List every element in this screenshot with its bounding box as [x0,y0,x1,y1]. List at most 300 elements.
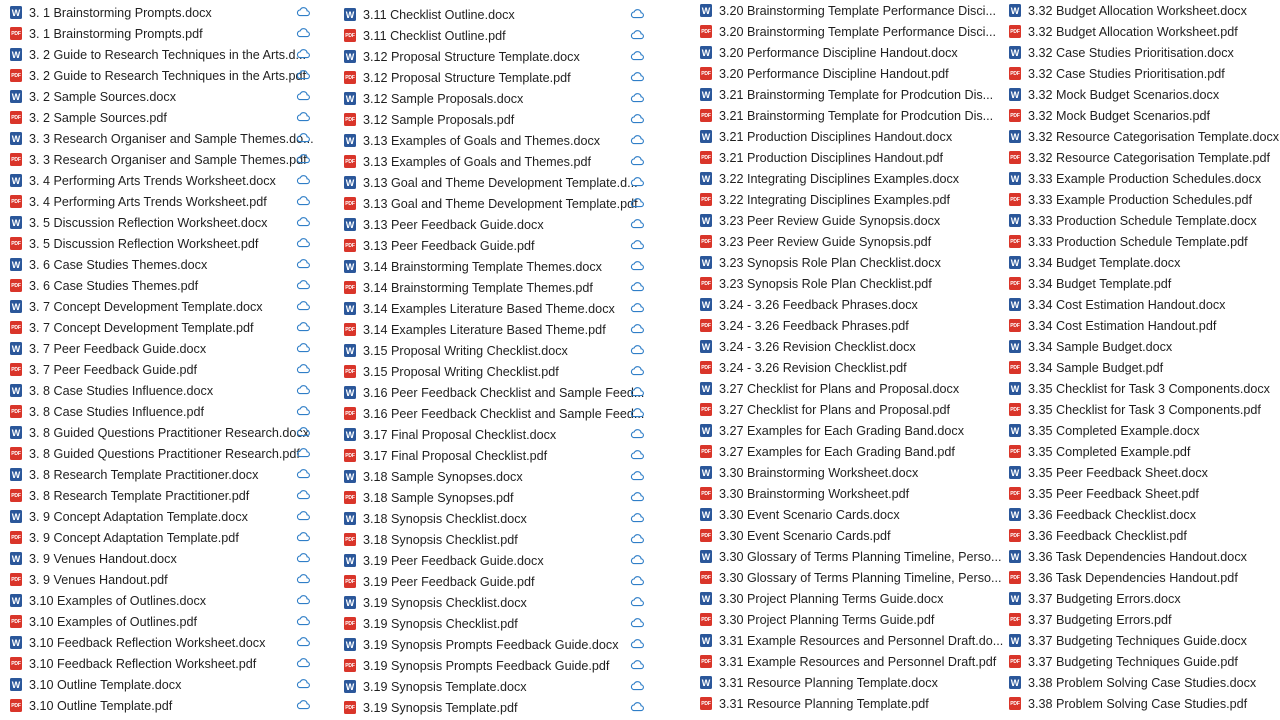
file-item[interactable] [10,44,306,65]
pdf-file-icon: PDF [344,239,356,252]
file-name: 3.33 Production Schedule Template.pdf [1028,234,1248,249]
word-file-icon: W [701,173,711,184]
word-file-icon: W [701,47,711,58]
file-item[interactable] [1009,588,1268,609]
file-name: 3.24 - 3.26 Revision Checklist.pdf [719,360,907,375]
file-item[interactable] [10,254,284,275]
file-item[interactable] [1009,546,1268,567]
file-item[interactable] [700,84,994,105]
file-name: 3.11 Checklist Outline.pdf [363,28,506,43]
word-file-icon: W [1010,551,1020,562]
file-item[interactable] [1009,21,1268,42]
file-name: 3.22 Integrating Disciplines Examples.docx [719,171,960,186]
pdf-file-icon: PDF [344,659,356,672]
cloud-icon [630,701,644,712]
file-item[interactable] [700,252,974,273]
file-item[interactable] [344,592,633,613]
pdf-file-icon: PDF [700,151,712,164]
file-item[interactable] [10,695,284,716]
file-item[interactable] [700,672,974,693]
file-item[interactable] [700,0,996,21]
pdf-file-icon: PDF [10,195,22,208]
pdf-file-icon: PDF [344,533,356,546]
cloud-icon [630,134,644,145]
file-item[interactable] [10,443,300,464]
file-item[interactable] [700,357,974,378]
pdf-file-icon: PDF [1009,277,1021,290]
pdf-file-icon: PDF [700,361,712,374]
file-item[interactable] [1009,126,1280,147]
file-item[interactable] [10,401,284,422]
file-name: 3.30 Glossary of Terms Planning Timeline, Perso... [719,549,1002,564]
file-item[interactable] [700,378,974,399]
file-item[interactable] [344,319,633,340]
file-item[interactable] [344,508,633,529]
file-name: 3.38 Problem Solving Case Studies.pdf [1028,696,1248,711]
file-item[interactable] [1009,651,1268,672]
pdf-file-icon: PDF [10,699,22,712]
file-name: 3.10 Examples of Outlines.pdf [29,614,198,629]
file-item[interactable] [1009,0,1268,21]
file-item[interactable] [1009,168,1268,189]
file-item[interactable] [1009,63,1268,84]
file-item[interactable] [1009,294,1268,315]
file-item[interactable] [344,655,633,676]
file-name: 3.30 Project Planning Terms Guide.pdf [719,612,935,627]
file-item[interactable] [344,445,633,466]
pdf-file-icon: PDF [1009,487,1021,500]
file-item[interactable] [1009,336,1268,357]
file-name: 3.18 Synopsis Checklist.pdf [363,532,518,547]
file-item[interactable] [700,546,1002,567]
file-column-3 [700,0,1004,714]
cloud-icon [296,405,310,416]
cloud-icon [630,8,644,19]
cloud-icon [630,113,644,124]
file-name: 3.24 - 3.26 Feedback Phrases.pdf [719,318,909,333]
file-item[interactable] [700,315,974,336]
file-item[interactable] [700,42,974,63]
file-item[interactable] [700,462,974,483]
pdf-file-icon: PDF [1009,193,1021,206]
file-item[interactable] [10,527,284,548]
word-file-icon: W [345,135,355,146]
file-item[interactable] [344,403,645,424]
cloud-icon [296,552,310,563]
file-item[interactable] [10,548,284,569]
pdf-file-icon: PDF [10,447,22,460]
cloud-icon [296,153,310,164]
file-name: 3. 2 Sample Sources.pdf [29,110,167,125]
file-item[interactable] [10,212,284,233]
file-name: 3. 6 Case Studies Themes.pdf [29,278,199,293]
cloud-icon [630,617,644,628]
file-item[interactable] [10,23,284,44]
file-item[interactable] [10,464,284,485]
cloud-icon [630,302,644,313]
file-item[interactable] [344,4,633,25]
file-name: 3.19 Synopsis Checklist.docx [363,595,527,610]
file-item[interactable] [700,504,974,525]
word-file-icon: W [1010,341,1020,352]
word-file-icon: W [11,385,21,396]
file-name: 3.20 Brainstorming Template Performance Disci... [719,3,996,18]
pdf-file-icon: PDF [10,237,22,250]
file-item[interactable] [1009,315,1268,336]
file-item[interactable] [700,651,997,672]
file-item[interactable] [344,298,633,319]
file-name: 3.32 Budget Allocation Worksheet.docx [1028,3,1247,18]
pdf-file-icon: PDF [700,697,712,710]
cloud-icon [630,197,644,208]
file-item[interactable] [700,21,996,42]
file-item[interactable] [10,275,284,296]
file-item[interactable] [700,567,1002,588]
cloud-icon [296,216,310,227]
file-item[interactable] [700,399,974,420]
word-file-icon: W [11,7,21,18]
file-item[interactable] [700,168,974,189]
file-item[interactable] [1009,105,1268,126]
file-name: 3.31 Example Resources and Personnel Draft.pdf [719,654,997,669]
file-column-1 [10,2,314,716]
file-item[interactable] [344,550,633,571]
file-item[interactable] [344,676,633,697]
file-item[interactable] [1009,357,1268,378]
file-item[interactable] [344,130,633,151]
file-item[interactable] [10,233,284,254]
file-item[interactable] [344,25,633,46]
file-name: 3.27 Examples for Each Grading Band.docx [719,423,965,438]
file-item[interactable] [10,485,284,506]
file-name: 3.12 Sample Proposals.pdf [363,112,515,127]
file-item[interactable] [700,126,974,147]
file-name: 3. 7 Peer Feedback Guide.pdf [29,362,198,377]
file-item[interactable] [10,422,310,443]
cloud-icon [296,90,310,101]
pdf-file-icon: PDF [700,487,712,500]
file-item[interactable] [700,273,974,294]
file-item[interactable] [10,296,284,317]
file-name: 3.30 Brainstorming Worksheet.pdf [719,486,910,501]
file-name: 3.14 Brainstorming Template Themes.docx [363,259,602,274]
file-name: 3. 3 Research Organiser and Sample Themes.do... [29,131,314,146]
file-name: 3.13 Peer Feedback Guide.pdf [363,238,535,253]
pdf-file-icon: PDF [344,365,356,378]
pdf-file-icon: PDF [10,27,22,40]
cloud-icon [630,176,644,187]
file-name: 3. 8 Case Studies Influence.docx [29,383,214,398]
file-name: 3. 9 Concept Adaptation Template.docx [29,509,248,524]
pdf-file-icon: PDF [700,277,712,290]
file-item[interactable] [700,630,1004,651]
file-item[interactable] [10,2,284,23]
file-name: 3. 5 Discussion Reflection Worksheet.docx [29,215,268,230]
file-item[interactable] [344,487,633,508]
file-name: 3.13 Examples of Goals and Themes.pdf [363,154,591,169]
cloud-icon [296,384,310,395]
word-file-icon: W [345,681,355,692]
file-item[interactable] [1009,567,1268,588]
file-item[interactable] [344,46,633,67]
file-name: 3.32 Case Studies Prioritisation.pdf [1028,66,1225,81]
pdf-file-icon: PDF [700,25,712,38]
file-item[interactable] [344,634,633,655]
file-item[interactable] [700,420,974,441]
file-name: 3.16 Peer Feedback Checklist and Sample Feed... [363,406,645,421]
file-name: 3. 4 Performing Arts Trends Worksheet.pdf [29,194,267,209]
file-item[interactable] [10,149,307,170]
word-file-icon: W [1010,677,1020,688]
file-item[interactable] [344,613,633,634]
cloud-icon [296,195,310,206]
cloud-icon [296,510,310,521]
file-item[interactable] [700,294,974,315]
file-item[interactable] [700,147,974,168]
file-item[interactable] [700,525,974,546]
file-item[interactable] [10,611,284,632]
file-name: 3. 1 Brainstorming Prompts.docx [29,5,212,20]
file-item[interactable] [1009,378,1268,399]
file-item[interactable] [10,338,284,359]
file-item[interactable] [1009,189,1268,210]
pdf-file-icon: PDF [344,71,356,84]
file-name: 3.16 Peer Feedback Checklist and Sample Feed... [363,385,645,400]
pdf-file-icon: PDF [1009,697,1021,710]
word-file-icon: W [701,467,711,478]
file-item[interactable] [10,653,284,674]
cloud-icon [296,174,310,185]
cloud-icon [296,27,310,38]
word-file-icon: W [1010,173,1020,184]
file-item[interactable] [700,609,974,630]
file-item[interactable] [344,256,633,277]
file-name: 3.35 Completed Example.pdf [1028,444,1191,459]
file-name: 3.23 Peer Review Guide Synopsis.docx [719,213,941,228]
word-file-icon: W [11,595,21,606]
pdf-file-icon: PDF [344,701,356,714]
file-name: 3. 2 Guide to Research Techniques in the Arts.d... [29,47,306,62]
file-item[interactable] [344,109,633,130]
file-item[interactable] [344,382,645,403]
file-item[interactable] [1009,42,1268,63]
file-name: 3.35 Checklist for Task 3 Components.pdf [1028,402,1261,417]
cloud-icon [296,426,310,437]
pdf-file-icon: PDF [700,67,712,80]
cloud-icon [296,279,310,290]
file-name: 3.13 Goal and Theme Development Template.pdf [363,196,638,211]
file-name: 3.15 Proposal Writing Checklist.pdf [363,364,559,379]
file-item[interactable] [344,571,633,592]
cloud-icon [630,92,644,103]
cloud-icon [630,29,644,40]
file-name: 3. 8 Guided Questions Practitioner Research.docx [29,425,310,440]
file-name: 3.30 Event Scenario Cards.pdf [719,528,891,543]
file-item[interactable] [10,317,284,338]
file-item[interactable] [1009,420,1268,441]
word-file-icon: W [701,383,711,394]
word-file-icon: W [11,553,21,564]
file-item[interactable] [1009,147,1268,168]
file-name: 3.11 Checklist Outline.docx [363,7,515,22]
file-name: 3.19 Synopsis Checklist.pdf [363,616,518,631]
file-item[interactable] [1009,630,1268,651]
file-name: 3.33 Production Schedule Template.docx [1028,213,1257,228]
cloud-icon [630,344,644,355]
file-item[interactable] [1009,462,1268,483]
file-name: 3.23 Synopsis Role Plan Checklist.docx [719,255,941,270]
file-name: 3.23 Peer Review Guide Synopsis.pdf [719,234,932,249]
file-name: 3. 6 Case Studies Themes.docx [29,257,208,272]
file-item[interactable] [1009,441,1268,462]
word-file-icon: W [11,511,21,522]
file-name: 3.10 Feedback Reflection Worksheet.docx [29,635,266,650]
file-item[interactable] [10,65,306,86]
file-item[interactable] [700,189,974,210]
file-item[interactable] [10,632,284,653]
file-name: 3. 8 Research Template Practitioner.docx [29,467,259,482]
pdf-file-icon: PDF [344,449,356,462]
file-item[interactable] [1009,672,1268,693]
file-name: 3.19 Synopsis Template.pdf [363,700,518,715]
file-item[interactable] [10,359,284,380]
file-item[interactable] [700,483,974,504]
file-item[interactable] [700,336,974,357]
file-item[interactable] [344,466,633,487]
file-name: 3.13 Examples of Goals and Themes.docx [363,133,601,148]
file-name: 3.18 Synopsis Checklist.docx [363,511,527,526]
file-item[interactable] [1009,483,1268,504]
file-item[interactable] [344,424,633,445]
file-name: 3.36 Feedback Checklist.docx [1028,507,1197,522]
file-item[interactable] [344,277,633,298]
file-item[interactable] [344,361,633,382]
pdf-file-icon: PDF [1009,571,1021,584]
pdf-file-icon: PDF [700,235,712,248]
word-file-icon: W [701,425,711,436]
pdf-file-icon: PDF [1009,319,1021,332]
cloud-icon [630,554,644,565]
file-name: 3. 2 Guide to Research Techniques in the Arts.pdf [29,68,306,83]
file-item[interactable] [10,191,284,212]
file-name: 3.35 Peer Feedback Sheet.pdf [1028,486,1199,501]
word-file-icon: W [1010,5,1020,16]
file-item[interactable] [1009,84,1268,105]
file-name: 3. 5 Discussion Reflection Worksheet.pdf [29,236,259,251]
pdf-file-icon: PDF [1009,529,1021,542]
pdf-file-icon: PDF [10,615,22,628]
file-item[interactable] [1009,504,1268,525]
file-item[interactable] [10,506,284,527]
file-item[interactable] [10,380,284,401]
file-item[interactable] [1009,210,1268,231]
file-item[interactable] [1009,399,1268,420]
cloud-icon [630,407,644,418]
file-item[interactable] [700,231,974,252]
word-file-icon: W [345,345,355,356]
file-name: 3.34 Cost Estimation Handout.docx [1028,297,1226,312]
file-item[interactable] [1009,609,1268,630]
file-item[interactable] [1009,525,1268,546]
file-item[interactable] [344,151,633,172]
file-item[interactable] [344,67,633,88]
pdf-file-icon: PDF [344,29,356,42]
file-name: 3.10 Examples of Outlines.docx [29,593,207,608]
word-file-icon: W [345,93,355,104]
file-item[interactable] [700,63,974,84]
word-file-icon: W [11,175,21,186]
pdf-file-icon: PDF [344,113,356,126]
file-name: 3.10 Feedback Reflection Worksheet.pdf [29,656,257,671]
file-name: 3.32 Mock Budget Scenarios.pdf [1028,108,1211,123]
file-name: 3.13 Peer Feedback Guide.docx [363,217,544,232]
file-name: 3. 8 Case Studies Influence.pdf [29,404,205,419]
word-file-icon: W [11,259,21,270]
file-item[interactable] [700,441,974,462]
file-item[interactable] [344,88,633,109]
file-item[interactable] [1009,231,1268,252]
cloud-icon [630,365,644,376]
file-name: 3. 9 Venues Handout.pdf [29,572,168,587]
pdf-file-icon: PDF [700,529,712,542]
pdf-file-icon: PDF [1009,151,1021,164]
file-name: 3.31 Resource Planning Template.docx [719,675,938,690]
file-name: 3.37 Budgeting Techniques Guide.docx [1028,633,1247,648]
file-item[interactable] [1009,693,1268,714]
file-item[interactable] [700,693,974,714]
file-item[interactable] [700,588,974,609]
word-file-icon: W [1010,383,1020,394]
file-item[interactable] [344,172,638,193]
file-item[interactable] [10,674,284,695]
word-file-icon: W [701,5,711,16]
word-file-icon: W [701,635,711,646]
file-item[interactable] [344,214,633,235]
file-item[interactable] [344,193,638,214]
file-item[interactable] [10,128,314,149]
file-item[interactable] [344,529,633,550]
cloud-icon [296,237,310,248]
file-item[interactable] [700,210,974,231]
pdf-file-icon: PDF [10,531,22,544]
file-item[interactable] [344,340,633,361]
word-file-icon: W [345,471,355,482]
file-item[interactable] [700,105,994,126]
word-file-icon: W [701,677,711,688]
file-name: 3. 7 Concept Development Template.docx [29,299,263,314]
word-file-icon: W [345,261,355,272]
file-item[interactable] [10,107,284,128]
file-item[interactable] [10,170,284,191]
file-item[interactable] [344,235,633,256]
file-item[interactable] [1009,273,1268,294]
file-item[interactable] [1009,252,1268,273]
file-item[interactable] [10,86,284,107]
file-item[interactable] [10,590,284,611]
file-column-2 [344,4,645,718]
cloud-icon [296,573,310,584]
file-item[interactable] [10,569,284,590]
file-item[interactable] [344,697,633,718]
cloud-icon [296,489,310,500]
pdf-file-icon: PDF [700,403,712,416]
cloud-icon [630,449,644,460]
file-name: 3.14 Examples Literature Based Theme.pdf [363,322,606,337]
file-name: 3.15 Proposal Writing Checklist.docx [363,343,568,358]
file-name: 3.38 Problem Solving Case Studies.docx [1028,675,1257,690]
file-name: 3. 8 Research Template Practitioner.pdf [29,488,250,503]
pdf-file-icon: PDF [10,69,22,82]
